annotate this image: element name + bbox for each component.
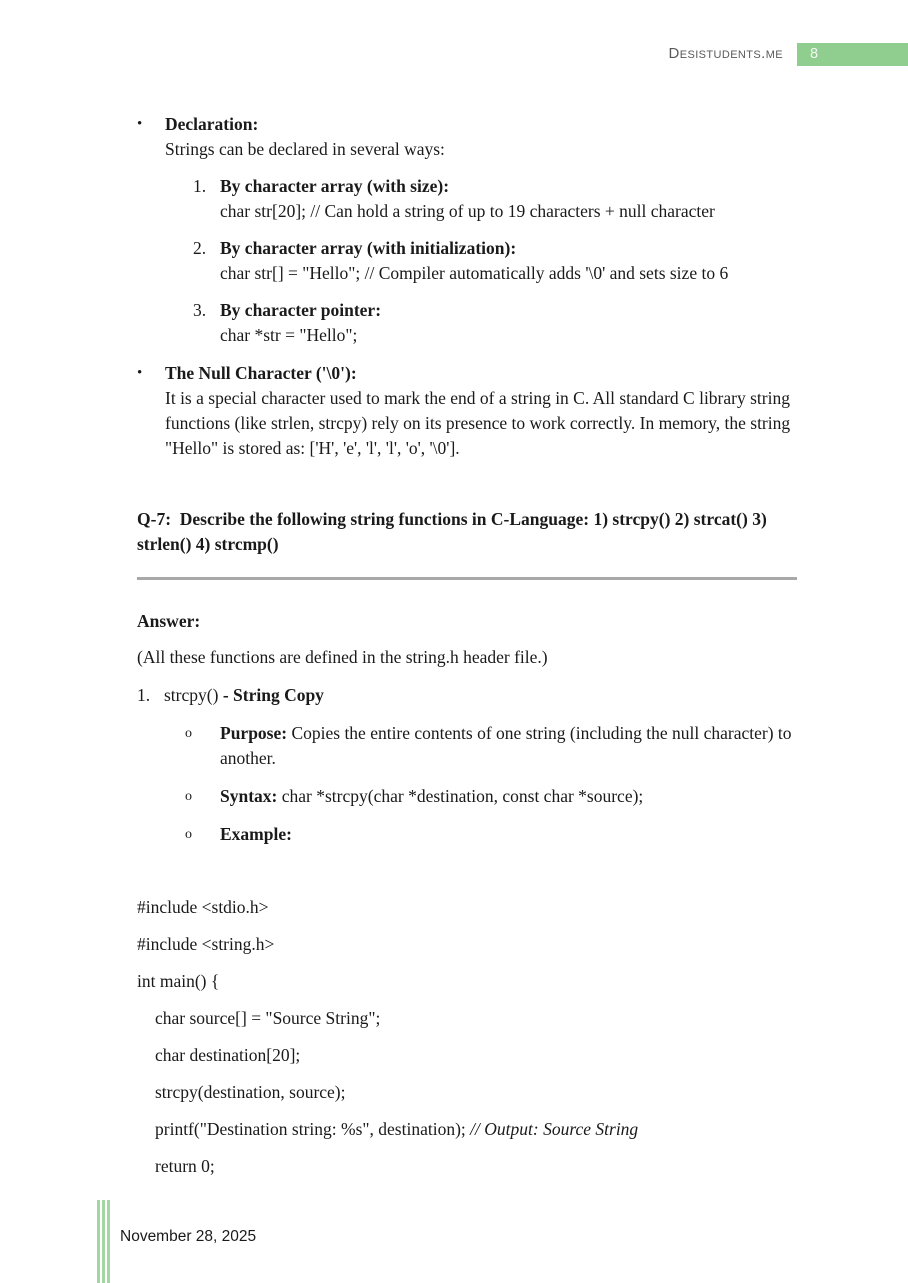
bullet-null-character — [137, 361, 797, 461]
page-number-badge — [797, 43, 908, 66]
list-item-code: char str[20]; // Can hold a string of up to 19 characters + null character — [220, 201, 715, 221]
list-item — [165, 298, 797, 348]
declaration-numbered-list — [165, 174, 797, 348]
code-comment: // Output: Source String — [470, 1119, 639, 1139]
sub-bullet-label: Purpose: — [220, 723, 288, 743]
circle-bullet-icon: o — [185, 827, 192, 842]
code-line: strcpy(destination, source); — [155, 1082, 346, 1102]
list-item-title: By character pointer: — [220, 300, 382, 320]
list-item-code: char str[] = "Hello"; // Compiler automatically adds '\0' and sets size to 6 — [220, 263, 729, 283]
page-number: 8 — [810, 46, 819, 62]
declaration-title: Declaration: — [165, 114, 259, 134]
list-item-title: By character array (with size): — [220, 176, 450, 196]
list-item-number: 1. — [193, 176, 207, 196]
code-line — [137, 1117, 797, 1142]
sub-bullet-purpose — [137, 721, 797, 771]
code-line: #include <stdio.h> — [137, 897, 269, 917]
answer-item-number: 1. — [137, 685, 151, 705]
bullet-dot-icon: • — [137, 365, 143, 381]
bullet-declaration — [137, 112, 797, 348]
list-item-code: char *str = "Hello"; — [220, 325, 358, 345]
section-divider — [137, 577, 797, 580]
code-line: #include <string.h> — [137, 934, 275, 954]
footer-accent-lines-icon — [97, 1200, 112, 1283]
question-heading: Q-7: Describe the following string functions in C-Language: 1) strcpy() 2) strcat() 3) strlen() 4) strcmp() — [137, 509, 772, 554]
code-line: char source[] = "Source String"; — [155, 1008, 381, 1028]
list-item-number: 3. — [193, 300, 207, 320]
list-item — [165, 236, 797, 286]
circle-bullet-icon: o — [185, 726, 192, 741]
bullet-dot-icon: • — [137, 116, 143, 132]
sub-bullet-label: Example: — [220, 824, 292, 844]
answer-item-strcpy — [137, 683, 797, 708]
list-item-number: 2. — [193, 238, 207, 258]
code-line: int main() { — [137, 971, 220, 991]
sub-bullet-syntax — [137, 784, 797, 809]
footer-date: November 28, 2025 — [120, 1228, 257, 1245]
answer-label: Answer: — [137, 611, 201, 631]
code-line: return 0; — [155, 1156, 215, 1176]
code-example — [137, 895, 797, 1179]
null-char-body: It is a special character used to mark the end of a string in C. All standard C library string functions (like strlen, strcpy) rely on its presence to work correctly. In memory, the string "Hello" is stored as: ['H', 'e', 'l', 'l', 'o', '\0']. — [165, 388, 791, 458]
declaration-intro: Strings can be declared in several ways: — [165, 139, 445, 159]
null-char-title: The Null Character ('\0'): — [165, 363, 357, 383]
site-name: Desistudents.me — [668, 45, 783, 62]
answer-note: (All these functions are defined in the string.h header file.) — [137, 647, 548, 667]
list-item — [165, 174, 797, 224]
code-statement: printf("Destination string: %s", destination); — [155, 1119, 471, 1139]
sub-bullet-text: char *strcpy(char *destination, const char *source); — [281, 786, 644, 806]
answer-item-title: - String Copy — [222, 685, 324, 705]
answer-item-func: strcpy() — [164, 685, 219, 705]
list-item-title: By character array (with initialization): — [220, 238, 517, 258]
sub-bullet-text: Copies the entire contents of one string (including the null character) to another. — [220, 723, 792, 768]
circle-bullet-icon: o — [185, 789, 192, 804]
sub-bullet-example — [137, 822, 797, 847]
code-line: char destination[20]; — [155, 1045, 301, 1065]
sub-bullet-label: Syntax: — [220, 786, 278, 806]
document-body — [137, 112, 797, 1191]
